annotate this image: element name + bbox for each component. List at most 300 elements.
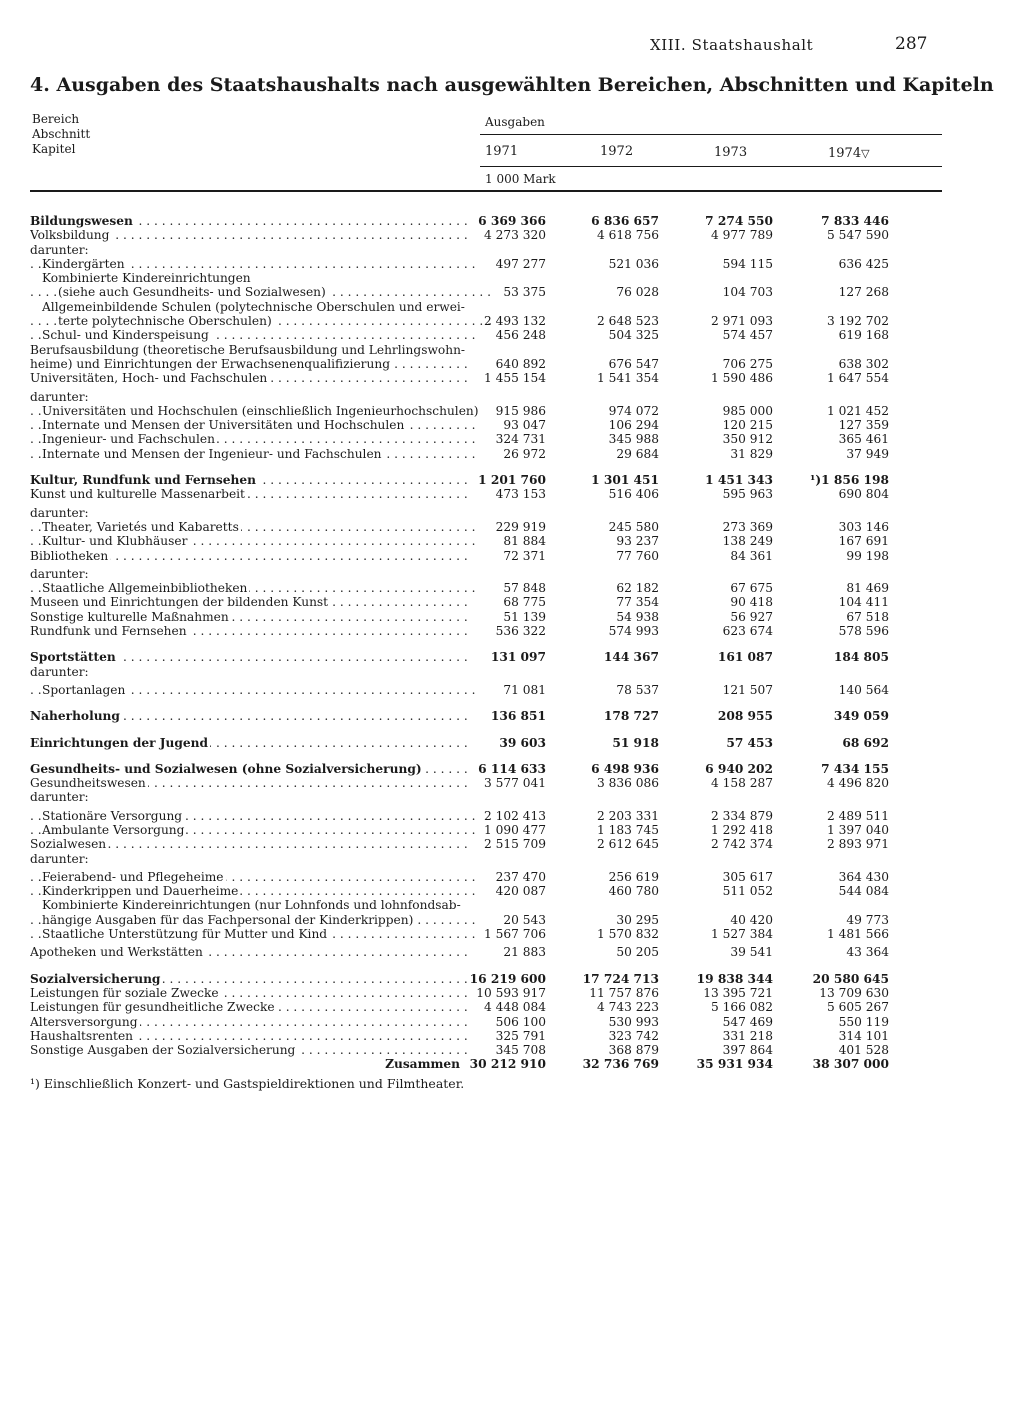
row-label xyxy=(30,549,468,563)
table-row xyxy=(30,534,942,548)
row-label xyxy=(30,972,468,986)
table-row xyxy=(30,870,942,884)
cell-1971: 1 201 760 xyxy=(478,473,546,488)
row-label-text: terte polytechnische Oberschulen) xyxy=(58,314,272,329)
cell-1972: 17 724 713 xyxy=(582,971,659,986)
cell-1972: 4 618 756 xyxy=(596,228,659,243)
cell-1974: 2 489 511 xyxy=(826,808,889,823)
cell-1971: 1 455 154 xyxy=(483,371,546,386)
row-label-text: Altersversorgung xyxy=(30,1014,138,1029)
cell-1974: 20 580 645 xyxy=(812,971,889,986)
row-label xyxy=(30,709,468,723)
cell-1973: 305 617 xyxy=(722,869,773,884)
cell-1974: 7 833 446 xyxy=(821,214,889,228)
row-label xyxy=(30,447,480,461)
cell-1971: 68 775 xyxy=(503,595,546,610)
table-row xyxy=(30,1029,942,1043)
row-label xyxy=(30,898,480,912)
cell-1971: 420 087 xyxy=(495,884,546,899)
cell-1973: 1 590 486 xyxy=(710,371,773,386)
stub-label-kapitel: Kapitel xyxy=(32,142,76,156)
cell-1974: 1 647 554 xyxy=(826,371,889,386)
row-label-text: Leistungen für gesundheitliche Zwecke xyxy=(30,1000,275,1015)
table-row xyxy=(30,823,942,837)
cell-1974: 550 119 xyxy=(838,1014,889,1029)
row-label xyxy=(30,650,468,664)
row-label-text: darunter: xyxy=(30,566,89,581)
cell-1972: 1 301 451 xyxy=(591,473,659,488)
cell-1973: 1 527 384 xyxy=(710,927,773,942)
table-row xyxy=(30,520,942,534)
row-label xyxy=(30,1000,468,1014)
row-label-text: darunter: xyxy=(30,389,89,404)
cell-1973: 31 829 xyxy=(730,446,773,461)
cell-1972: 51 918 xyxy=(612,735,659,750)
cell-1973: 1 292 418 xyxy=(710,822,773,837)
table-row xyxy=(30,683,942,697)
row-label-text: Universitäten und Hochschulen (einschließlich Ingenieurhochschulen) xyxy=(42,403,479,418)
table-row xyxy=(30,567,942,581)
row-label-text: Bibliotheken xyxy=(30,548,109,563)
cell-1971: 71 081 xyxy=(503,682,546,697)
row-label xyxy=(30,884,480,898)
cell-1971: 1 090 477 xyxy=(483,822,546,837)
cell-1972: 676 547 xyxy=(608,356,659,371)
cell-1972: 50 205 xyxy=(616,945,659,960)
total-cell-1973: 35 931 934 xyxy=(696,1057,773,1072)
table-row xyxy=(30,506,942,520)
table-row xyxy=(30,418,942,432)
row-label xyxy=(30,837,468,851)
cell-1971: 473 153 xyxy=(495,487,546,502)
cell-1972: 368 879 xyxy=(608,1043,659,1058)
cell-1972: 323 742 xyxy=(608,1028,659,1043)
cell-1972: 574 993 xyxy=(608,624,659,639)
cell-1974: 636 425 xyxy=(838,256,889,271)
cell-1973: 594 115 xyxy=(722,256,773,271)
cell-1973: 273 369 xyxy=(722,519,773,534)
cell-1971: 16 219 600 xyxy=(469,971,546,986)
cell-1971: 72 371 xyxy=(503,548,546,563)
cell-1972: 245 580 xyxy=(608,519,659,534)
row-label-text: Gesundheits- und Sozialwesen (ohne Sozialversicherung) xyxy=(30,761,422,776)
cell-1973: 161 087 xyxy=(717,650,773,665)
total-cell-1974: 38 307 000 xyxy=(812,1057,889,1072)
table-row xyxy=(30,404,942,418)
cell-1973: 39 541 xyxy=(730,945,773,960)
row-label-text: Leistungen für soziale Zwecke xyxy=(30,985,219,1000)
table-row xyxy=(30,927,942,941)
row-label-text: Bildungswesen xyxy=(30,214,133,228)
row-label xyxy=(30,418,480,432)
cell-1973: 4 977 789 xyxy=(710,228,773,243)
table-row xyxy=(30,709,942,723)
table-header xyxy=(30,108,942,198)
cell-1971: 53 375 xyxy=(503,285,546,300)
cell-1974: 544 084 xyxy=(838,884,889,899)
cell-1974: 349 059 xyxy=(833,709,889,724)
row-label xyxy=(30,473,468,487)
cell-1974: 365 461 xyxy=(838,432,889,447)
cell-1972: 76 028 xyxy=(616,285,659,300)
row-label xyxy=(30,506,468,520)
row-label xyxy=(30,432,480,446)
cell-1973: 2 971 093 xyxy=(710,314,773,329)
cell-1973: 2 742 374 xyxy=(710,837,773,852)
cell-1972: 106 294 xyxy=(608,418,659,433)
cell-1971: 136 851 xyxy=(490,709,546,724)
row-label xyxy=(30,870,480,884)
row-label xyxy=(30,343,468,357)
cell-1971: 640 892 xyxy=(495,356,546,371)
cell-1973: 56 927 xyxy=(730,609,773,624)
cell-1972: 530 993 xyxy=(608,1014,659,1029)
cell-1972: 11 757 876 xyxy=(589,985,659,1000)
table-row xyxy=(30,390,942,404)
table-row xyxy=(30,762,942,776)
row-label xyxy=(30,390,468,404)
row-label-text: Internate und Mensen der Ingenieur- und Fachschulen xyxy=(42,446,382,461)
cell-1973: 6 940 202 xyxy=(705,761,773,776)
cell-1972: 178 727 xyxy=(603,709,659,724)
page-header xyxy=(650,34,950,56)
row-label-text: darunter: xyxy=(30,664,89,679)
cell-1972: 93 237 xyxy=(616,534,659,549)
cell-1972: 1 541 354 xyxy=(596,371,659,386)
cell-1972: 6 498 936 xyxy=(591,761,659,776)
cell-1974: 13 709 630 xyxy=(819,985,889,1000)
cell-1973: 5 166 082 xyxy=(710,1000,773,1015)
cell-1974: 3 192 702 xyxy=(826,314,889,329)
cell-1973: 2 334 879 xyxy=(710,808,773,823)
cell-1974: 167 691 xyxy=(838,534,889,549)
cell-1973: 7 274 550 xyxy=(705,214,773,228)
row-label xyxy=(30,520,480,534)
row-label xyxy=(30,986,468,1000)
table-row xyxy=(30,837,942,851)
cell-1973: 397 864 xyxy=(722,1043,773,1058)
cell-1972: 460 780 xyxy=(608,884,659,899)
cell-1972: 3 836 086 xyxy=(596,776,659,791)
row-label-text: Internate und Mensen der Universitäten und Hochschulen xyxy=(42,418,405,433)
cell-1971: 81 884 xyxy=(503,534,546,549)
table-row xyxy=(30,972,942,986)
cell-1972: 144 367 xyxy=(603,650,659,665)
row-label-text: Haushaltsrenten xyxy=(30,1028,134,1043)
table-title: 4. Ausgaben des Staatshaushalts nach ausgewählten Bereichen, Abschnitten und Kapiteln xyxy=(30,74,994,96)
cell-1971: 10 593 917 xyxy=(476,985,546,1000)
cell-1971: 1 567 706 xyxy=(483,927,546,942)
row-label-text: Berufsausbildung (theoretische Berufsausbildung und Lehrlingswohn- xyxy=(30,342,466,357)
row-label-text: Sozialwesen xyxy=(30,837,107,852)
row-label-text: Staatliche Unterstützung für Mutter und Kind xyxy=(42,927,328,942)
year-1974-label: 1974 xyxy=(828,146,862,161)
row-label xyxy=(30,534,480,548)
table-row xyxy=(30,314,942,328)
row-label xyxy=(30,357,468,371)
table-row xyxy=(30,776,942,790)
row-label-text: Sportanlagen xyxy=(42,682,126,697)
row-label xyxy=(30,300,480,314)
cell-1974: 81 469 xyxy=(846,581,889,596)
row-label xyxy=(30,567,468,581)
table-row xyxy=(30,432,942,446)
unit-label: 1 000 Mark xyxy=(485,172,556,186)
year-header-1971: 1971 xyxy=(485,144,519,159)
table-row xyxy=(30,447,942,461)
row-label-text: heime) und Einrichtungen der Erwachsenenqualifizierung xyxy=(30,356,390,371)
row-label xyxy=(30,285,496,299)
cell-1974: 43 364 xyxy=(846,945,889,960)
table-row xyxy=(30,736,942,750)
row-label-text: darunter: xyxy=(30,851,89,866)
table-row xyxy=(30,271,942,285)
provisional-marker: ▽ xyxy=(861,147,870,160)
table-row xyxy=(30,328,942,342)
row-label-text: Staatliche Allgemeinbibliotheken xyxy=(42,581,248,596)
cell-1972: 1 570 832 xyxy=(596,927,659,942)
year-header-1972: 1972 xyxy=(600,144,634,159)
row-label-text: Kombinierte Kindereinrichtungen (nur Lohnfonds und lohnfondsab- xyxy=(42,898,461,913)
cell-1972: 974 072 xyxy=(608,403,659,418)
row-label xyxy=(30,228,468,242)
cell-1974: 1 397 040 xyxy=(826,822,889,837)
row-label xyxy=(30,214,468,228)
table-row xyxy=(30,257,942,271)
cell-1974: ¹)1 856 198 xyxy=(810,473,889,488)
cell-1971: 57 848 xyxy=(503,581,546,596)
row-label xyxy=(30,736,468,750)
cell-1974: 619 168 xyxy=(838,328,889,343)
table-row xyxy=(30,549,942,563)
cell-1971: 325 791 xyxy=(495,1028,546,1043)
table-row xyxy=(30,487,942,501)
cell-1974: 5 605 267 xyxy=(826,1000,889,1015)
row-label-text: Kunst und kulturelle Massenarbeit xyxy=(30,487,245,502)
cell-1974: 1 481 566 xyxy=(826,927,889,942)
row-label-text: darunter: xyxy=(30,505,89,520)
chapter-title: XIII. Staatshaushalt xyxy=(650,36,814,54)
row-label xyxy=(30,790,468,804)
row-label-text: Volksbildung xyxy=(30,228,110,243)
row-label xyxy=(30,665,468,679)
cell-1972: 345 988 xyxy=(608,432,659,447)
cell-1972: 54 938 xyxy=(616,609,659,624)
row-label-text: Stationäre Versorgung xyxy=(42,808,183,823)
cell-1971: 237 470 xyxy=(495,869,546,884)
cell-1971: 324 731 xyxy=(495,432,546,447)
row-label xyxy=(30,328,480,342)
row-label-text: Universitäten, Hoch- und Fachschulen xyxy=(30,371,268,386)
cell-1973: 547 469 xyxy=(722,1014,773,1029)
header-rule-top xyxy=(480,134,942,135)
cell-1972: 77 760 xyxy=(616,548,659,563)
cell-1971: 21 883 xyxy=(503,945,546,960)
cell-1973: 623 674 xyxy=(722,624,773,639)
row-label-text: Kinderkrippen und Dauerheime xyxy=(42,884,239,899)
cell-1974: 5 547 590 xyxy=(826,228,889,243)
cell-1974: 68 692 xyxy=(842,735,889,750)
table-row xyxy=(30,650,942,664)
cell-1973: 19 838 344 xyxy=(696,971,773,986)
cell-1972: 2 648 523 xyxy=(596,314,659,329)
row-label-text: darunter: xyxy=(30,242,89,257)
cell-1971: 497 277 xyxy=(495,256,546,271)
row-label xyxy=(30,683,480,697)
cell-1974: 314 101 xyxy=(838,1028,889,1043)
cell-1971: 4 273 320 xyxy=(483,228,546,243)
total-row xyxy=(30,1057,942,1071)
table-row xyxy=(30,1043,942,1057)
cell-1972: 2 203 331 xyxy=(596,808,659,823)
row-label xyxy=(30,243,468,257)
cell-1972: 256 619 xyxy=(608,869,659,884)
cell-1971: 2 515 709 xyxy=(483,837,546,852)
row-label-text: Museen und Einrichtungen der bildenden Kunst xyxy=(30,595,329,610)
cell-1972: 2 612 645 xyxy=(596,837,659,852)
row-label-text: Kultur, Rundfunk und Fernsehen xyxy=(30,473,256,488)
cell-1973: 4 158 287 xyxy=(710,776,773,791)
table-row xyxy=(30,300,942,314)
table-row xyxy=(30,809,942,823)
cell-1971: 6 369 366 xyxy=(478,214,546,228)
cell-1973: 120 215 xyxy=(722,418,773,433)
cell-1973: 84 361 xyxy=(730,548,773,563)
table-row xyxy=(30,343,942,357)
table-row xyxy=(30,1015,942,1029)
cell-1973: 1 451 343 xyxy=(705,473,773,488)
cell-1971: 51 139 xyxy=(503,609,546,624)
cell-1971: 506 100 xyxy=(495,1014,546,1029)
year-header-1974 xyxy=(828,146,870,161)
row-label xyxy=(30,314,496,328)
cell-1974: 37 949 xyxy=(846,446,889,461)
cell-1973: 350 912 xyxy=(722,432,773,447)
table-row xyxy=(30,898,942,912)
cell-1972: 521 036 xyxy=(608,256,659,271)
row-label xyxy=(30,852,468,866)
row-label xyxy=(30,1015,468,1029)
row-label xyxy=(30,487,468,501)
cell-1974: 401 528 xyxy=(838,1043,889,1058)
row-label-text: hängige Ausgaben für das Fachpersonal der Kinderkrippen) xyxy=(42,912,414,927)
footnote: ¹) Einschließlich Konzert- und Gastspieldirektionen und Filmtheater. xyxy=(30,1076,465,1091)
cell-1973: 208 955 xyxy=(717,709,773,724)
table-row xyxy=(30,665,942,679)
cell-1973: 40 420 xyxy=(730,912,773,927)
row-label-text: Einrichtungen der Jugend xyxy=(30,735,209,750)
row-label-text: Sozialversicherung xyxy=(30,971,161,986)
cell-1971: 39 603 xyxy=(499,735,546,750)
row-label xyxy=(30,257,480,271)
row-label xyxy=(30,823,480,837)
stub-label-abschnitt: Abschnitt xyxy=(32,127,91,141)
cell-1974: 104 411 xyxy=(838,595,889,610)
table-row xyxy=(30,285,942,299)
row-label xyxy=(30,913,480,927)
cell-1974: 99 198 xyxy=(846,548,889,563)
cell-1973: 595 963 xyxy=(722,487,773,502)
cell-1971: 131 097 xyxy=(490,650,546,665)
cell-1972: 30 295 xyxy=(616,912,659,927)
cell-1971: 229 919 xyxy=(495,519,546,534)
row-label-text: Kindergärten xyxy=(42,256,125,271)
row-label xyxy=(30,1043,468,1057)
row-label-text: Apotheken und Werkstätten xyxy=(30,945,203,960)
row-label-text: Ambulante Versorgung xyxy=(42,822,185,837)
header-rule-bottom xyxy=(30,190,942,192)
row-label-text: Rundfunk und Fernsehen xyxy=(30,624,187,639)
table-row xyxy=(30,357,942,371)
total-label: Zusammen xyxy=(385,1057,460,1072)
row-label xyxy=(30,762,468,776)
table-row xyxy=(30,1000,942,1014)
cell-1973: 574 457 xyxy=(722,328,773,343)
row-label xyxy=(30,371,468,385)
cell-1971: 4 448 084 xyxy=(483,1000,546,1015)
row-label-text: Naherholung xyxy=(30,709,120,724)
cell-1973: 985 000 xyxy=(722,403,773,418)
row-label-text: Schul- und Kinderspeisung xyxy=(42,328,209,343)
cell-1973: 511 052 xyxy=(722,884,773,899)
table-row xyxy=(30,595,942,609)
cell-1971: 915 986 xyxy=(495,403,546,418)
cell-1974: 4 496 820 xyxy=(826,776,889,791)
cell-1973: 90 418 xyxy=(730,595,773,610)
row-label-text: Kombinierte Kindereinrichtungen xyxy=(42,271,251,286)
row-label xyxy=(30,1029,468,1043)
cell-1971: 26 972 xyxy=(503,446,546,461)
row-label xyxy=(30,271,480,285)
cell-1971: 536 322 xyxy=(495,624,546,639)
cell-1972: 504 325 xyxy=(608,328,659,343)
stub-header xyxy=(32,112,90,157)
cell-1972: 62 182 xyxy=(616,581,659,596)
data-table xyxy=(30,214,942,1072)
cell-1974: 690 804 xyxy=(838,487,889,502)
row-label-text: Gesundheitswesen xyxy=(30,776,146,791)
cell-1971: 456 248 xyxy=(495,328,546,343)
row-label xyxy=(30,581,480,595)
table-row xyxy=(30,371,942,385)
table-row xyxy=(30,852,942,866)
cell-1971: 93 047 xyxy=(503,418,546,433)
cell-1972: 29 684 xyxy=(616,446,659,461)
table-row xyxy=(30,913,942,927)
page-number: 287 xyxy=(895,34,928,54)
row-label xyxy=(30,610,468,624)
cell-1972: 77 354 xyxy=(616,595,659,610)
row-label xyxy=(30,776,468,790)
row-label xyxy=(30,595,468,609)
row-label-text: Kultur- und Klubhäuser xyxy=(42,534,188,549)
row-label-text: Sportstätten xyxy=(30,650,116,665)
cell-1974: 1 021 452 xyxy=(826,403,889,418)
table-row xyxy=(30,473,942,487)
table-row xyxy=(30,884,942,898)
cell-1974: 364 430 xyxy=(838,869,889,884)
row-label-text: Theater, Varietés und Kabaretts xyxy=(42,519,239,534)
row-label xyxy=(30,624,468,638)
total-cell-1972: 32 736 769 xyxy=(582,1057,659,1072)
cell-1974: 2 893 971 xyxy=(826,837,889,852)
cell-1971: 6 114 633 xyxy=(478,761,546,776)
row-label xyxy=(30,404,480,418)
row-label-text: Ingenieur- und Fachschulen xyxy=(42,432,215,447)
row-label xyxy=(30,945,468,959)
cell-1974: 140 564 xyxy=(838,682,889,697)
cell-1974: 127 359 xyxy=(838,418,889,433)
